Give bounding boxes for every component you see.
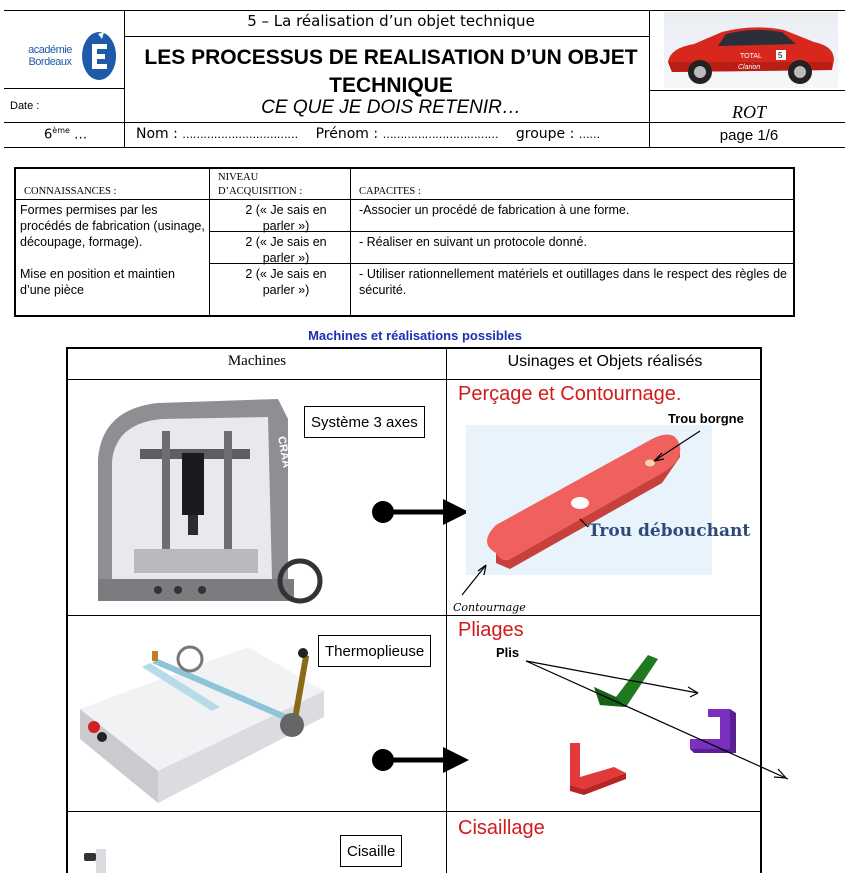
cnc-brand: CRAA xyxy=(275,435,293,469)
capacite-3: - Utiliser rationnellement matériels et outillages dans le respect des règles de sécurité. xyxy=(359,267,787,297)
discipline-label: ROT xyxy=(731,102,766,122)
annotation-arrows-row1 xyxy=(448,419,751,619)
machine-label-cnc: Système 3 axes xyxy=(304,406,425,438)
document-header xyxy=(4,10,845,147)
connaissances-1: Formes permises par les procédés de fabrication (usinage, découpage, formage). xyxy=(20,203,205,249)
niveau-1: 2 (« Je sais en parler ») xyxy=(245,203,327,233)
annotation-plis: Plis xyxy=(496,645,520,660)
comp-header-line xyxy=(16,199,793,200)
car-number: 5 xyxy=(778,51,783,60)
thermoplieuse-image xyxy=(72,621,342,806)
annotation-trou-debouchant: Trou débouchant xyxy=(588,521,751,541)
page-number: page 1/6 xyxy=(719,127,779,144)
machines-col-line xyxy=(446,349,447,873)
connaissances-2: Mise en position et maintien d’une pièce xyxy=(20,267,175,297)
date-label: Date : xyxy=(10,100,40,112)
level-number: 6 xyxy=(44,127,53,143)
niveau-2: 2 (« Je sais en parler ») xyxy=(245,235,327,265)
nom-label: Nom : xyxy=(136,126,178,142)
prenom-field[interactable]: …………………………… xyxy=(382,128,499,141)
level-label xyxy=(44,126,87,142)
header-top-border xyxy=(4,10,845,11)
niveau-header-2: D’ACQUISITION : xyxy=(218,186,303,197)
annotation-contournage: Contournage xyxy=(453,601,526,614)
student-fields xyxy=(136,126,656,142)
col-usinages-header: Usinages et Objets réalisés xyxy=(507,353,703,370)
niveau-header-1: NIVEAU xyxy=(218,172,259,183)
machines-table xyxy=(66,347,762,873)
usinage-title-pliages: Pliages xyxy=(458,619,524,641)
cisaille-image xyxy=(80,845,120,873)
annotation-trou-borgne: Trou borgne xyxy=(668,411,744,426)
comp-col-line-1 xyxy=(209,169,210,315)
connaissances-header: CONNAISSANCES : xyxy=(24,186,117,197)
groupe-field[interactable]: …… xyxy=(578,128,600,141)
retenir-subtitle: CE QUE JE DOIS RETENIR… xyxy=(261,97,521,118)
level-suffix: ème xyxy=(52,126,70,135)
logo-text: académie Bordeaux xyxy=(28,44,72,68)
header-subtitle-line xyxy=(124,36,649,37)
competences-table xyxy=(14,167,795,317)
prenom-label: Prénom : xyxy=(315,126,379,142)
nom-field[interactable]: …………………………… xyxy=(182,128,298,141)
usinage-title-percage: Perçage et Contournage. xyxy=(458,383,682,405)
niveau-3: 2 (« Je sais en parler ») xyxy=(245,267,327,297)
chapter-subtitle: 5 – La réalisation d’un objet technique xyxy=(247,12,535,30)
comp-col-line-2 xyxy=(350,169,351,315)
machine-label-thermoplieuse: Thermoplieuse xyxy=(318,635,431,667)
groupe-label: groupe : xyxy=(515,126,575,142)
cnc-machine-image xyxy=(78,389,338,609)
academie-e-icon xyxy=(80,30,118,82)
header-divider-1 xyxy=(124,10,125,147)
machines-section-title: Machines et réalisations possibles xyxy=(308,328,522,343)
rally-car-image xyxy=(664,12,838,88)
capacite-2: - Réaliser en suivant un protocole donné. xyxy=(359,235,587,249)
col-machines-header: Machines xyxy=(227,353,287,369)
machines-row-line-2 xyxy=(68,811,762,812)
arrow-icon xyxy=(371,745,471,775)
header-logo-line xyxy=(4,88,124,89)
capacite-1: -Associer un procédé de fabrication à une forme. xyxy=(359,203,630,217)
machines-header-line xyxy=(68,379,762,380)
annotation-arrows-row2 xyxy=(508,649,768,769)
car-illustration xyxy=(664,12,838,88)
level-dots: … xyxy=(74,127,88,143)
page-title: LES PROCESSUS DE REALISATION D’UN OBJET TECHNIQUE xyxy=(144,46,638,97)
machine-label-cisaille: Cisaille xyxy=(340,835,402,867)
capacites-header: CAPACITES : xyxy=(359,186,421,197)
academie-logo xyxy=(18,20,118,88)
header-bottom-line xyxy=(4,147,845,148)
car-sponsor: TOTAL xyxy=(740,53,762,60)
car-brand: Clarion xyxy=(738,64,761,71)
usinage-title-cisaillage: Cisaillage xyxy=(458,817,545,839)
header-car-line xyxy=(649,90,845,91)
